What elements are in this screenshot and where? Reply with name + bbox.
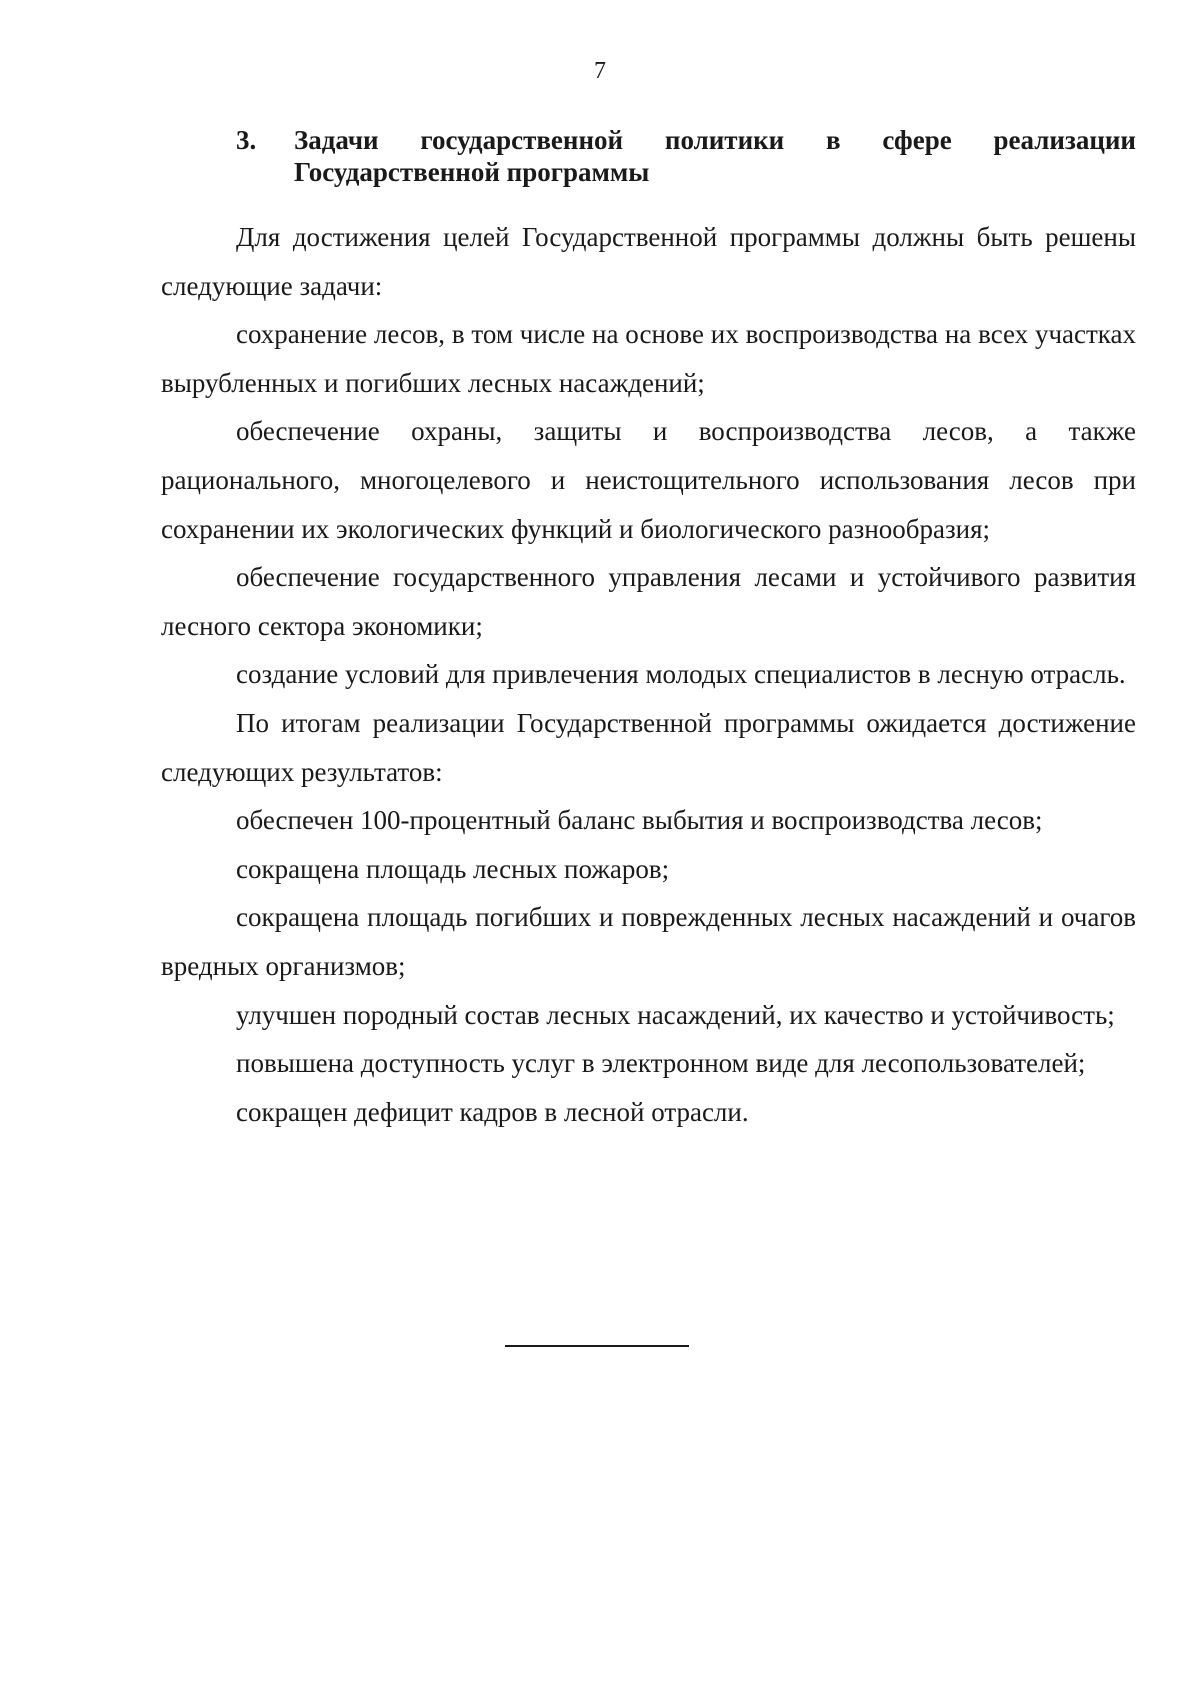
paragraph-intro: Для достижения целей Государственной программы должны быть решены следующие задачи: <box>161 222 1136 301</box>
section-title-line-1: Задачи государственной политики в сфере реализации <box>294 125 1136 155</box>
section-title-line-2: Государственной программы <box>294 157 650 187</box>
section-number: 3. <box>236 125 257 155</box>
result-item: повышена доступность услуг в электронном виде для лесопользователей; <box>236 1048 1086 1079</box>
page-number: 7 <box>594 58 606 84</box>
section-body <box>161 213 1136 1136</box>
result-item: сокращен дефицит кадров в лесной отрасли. <box>236 1096 749 1127</box>
task-item: обеспечение государственного управления лесами и устойчивого развития лесного сектора экономики; <box>161 562 1136 641</box>
task-item: создание условий для привлечения молодых специалистов в лесную отрасль. <box>236 659 1126 690</box>
paragraph-results-intro: По итогам реализации Государственной программы ожидается достижение следующих результатов: <box>161 707 1136 787</box>
task-item: сохранение лесов, в том числе на основе их воспроизводства на всех участках вырубленных и погибших лесных насаждений; <box>161 319 1136 398</box>
result-item: улучшен породный состав лесных насаждений, их качество и устойчивость; <box>236 999 1115 1030</box>
result-item: сокращена площадь лесных пожаров; <box>236 853 670 884</box>
end-divider <box>505 1345 689 1347</box>
result-item: обеспечен 100-процентный баланс выбытия и воспроизводства лесов; <box>236 805 1043 836</box>
task-item: обеспечение охраны, защиты и воспроизводства лесов, а также рационального, многоцелевого и неистощительного использования лесов при сохранении их экологических функций и биологического разнообразия; <box>161 416 1136 544</box>
result-item: сокращена площадь погибших и поврежденных лесных насаждений и очагов вредных организмов; <box>161 902 1136 981</box>
